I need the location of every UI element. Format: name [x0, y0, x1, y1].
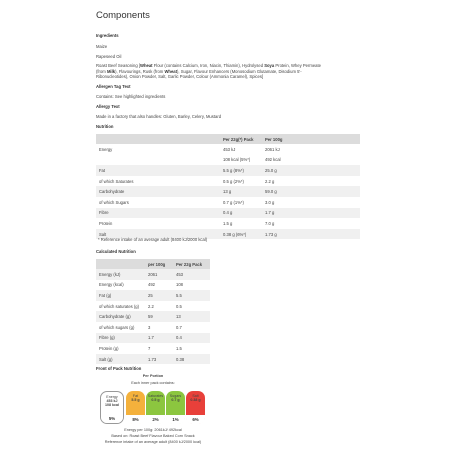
table-row: Energy (kcal) 492 108 [99, 282, 183, 288]
salt-tile: Salt 0.38 g 6% [186, 391, 205, 424]
table-row: of which Sugars 0.7 g (1%*) 3.0 g [99, 199, 275, 205]
table-row: of which sugars (g) 3 0.7 [99, 324, 182, 330]
ingredient-seasoning-line-1: Roast Beef Seasoning [Wheat Flour (contains Calcium, Iron, Niacin, Thiamin), Hydrolysed Soya Protein, Whey Permeate [96, 63, 321, 68]
table-row: Carbohydrate 13 g 59.0 g [96, 186, 360, 197]
table-row: Protein (g) 7 1.5 [99, 345, 182, 351]
table-row: Fat 5.5 g (8%*) 25.0 g [96, 165, 360, 176]
saturates-tile: Saturates 0.5 g 2% [146, 391, 165, 424]
allergy-heading: Allergy Text [96, 104, 120, 109]
column-header: Per 22g(*) Pack [223, 136, 254, 142]
table-row: 108 kcal (5%*) 492 kcal [223, 157, 281, 163]
reference-intake-text: Reference intake of an average adult (8400 kJ/2000 kcal) [104, 440, 202, 444]
column-header: Per 22g Pack [176, 261, 203, 267]
sugars-tile: Sugars 0.7 g 1% [166, 391, 185, 424]
table-header-row [96, 134, 360, 144]
table-row: Protein 1.5 g 7.0 g [99, 220, 275, 226]
based-on-text: Based on: Roast Beef Flavour Baked Corn Snack [111, 434, 195, 438]
table-row: Fat (g) 25 5.5 [96, 290, 210, 301]
table-row: Fibre (g) 1.7 0.4 [96, 333, 210, 344]
ingredients-heading: Ingredients [96, 33, 119, 38]
table-row: Fibre 0.4 g 1.7 g [96, 208, 360, 219]
table-row: of which saturates (g) 2.2 0.5 [99, 303, 182, 309]
table-row: of which Saturates 0.5 g (2%*) 2.2 g [99, 178, 275, 184]
table-row: Carbohydrate (g) 59 13 [96, 311, 210, 322]
table-row: Energy 453 kJ 2061 kJ [99, 146, 280, 152]
table-row: Salt (g) 1.73 0.38 [96, 354, 210, 365]
calculated-heading: Calculated Nutrition [96, 249, 136, 254]
nutrition-heading: Nutrition [96, 124, 114, 129]
front-of-pack-heading: Front of Pack Nutrition [96, 366, 142, 371]
table-header-row [96, 259, 210, 269]
column-header: Per 100g [265, 136, 283, 142]
calculated-table [96, 259, 210, 364]
ingredient-seasoning-line-2: (from Milk), Flavourings, Rusk (from Wheat), Sugar, Flavour Enhancers (Monosodium Glutamate, Disodium 5'- [96, 68, 302, 74]
per-portion-label: Per Portion [142, 374, 164, 378]
column-header: per 100g [148, 261, 166, 267]
ingredient-item: Maize [96, 44, 108, 49]
fat-tile: Fat 5.5 g 8% [126, 391, 145, 424]
allergen-tag-text: Contains: See highlighted ingredients [96, 94, 166, 99]
ingredient-seasoning-line-3: Ribonucleotides), Onion Powder, Salt, Garlic Powder, Colour (Ammonia Caramel), Spices] [96, 74, 264, 79]
energy-per-100g: Energy per 100g: 2061kJ/ 492kcal [124, 428, 182, 432]
allergy-text: Made in a factory that also handles: Gluten, Barley, Celery, Mustard [96, 114, 222, 119]
table-row: Salt 0.38 g (6%*) 1.73 g [96, 229, 360, 240]
allergen-tag-heading: Allergen Tag Text [96, 84, 131, 89]
ingredient-item: Rapeseed Oil [96, 54, 122, 59]
nutrition-footnote: * Reference intake of an average adult (8400 kJ/2000 kcal) [98, 237, 208, 242]
page-title: Components [96, 10, 150, 21]
nutrition-table [96, 134, 360, 239]
each-contains-label: Each inner pack contains: [131, 381, 175, 385]
energy-tile: Energy 453 kJ 108 kcal 5% [100, 391, 124, 424]
table-row: Energy (kJ) 2061 453 [96, 269, 210, 280]
